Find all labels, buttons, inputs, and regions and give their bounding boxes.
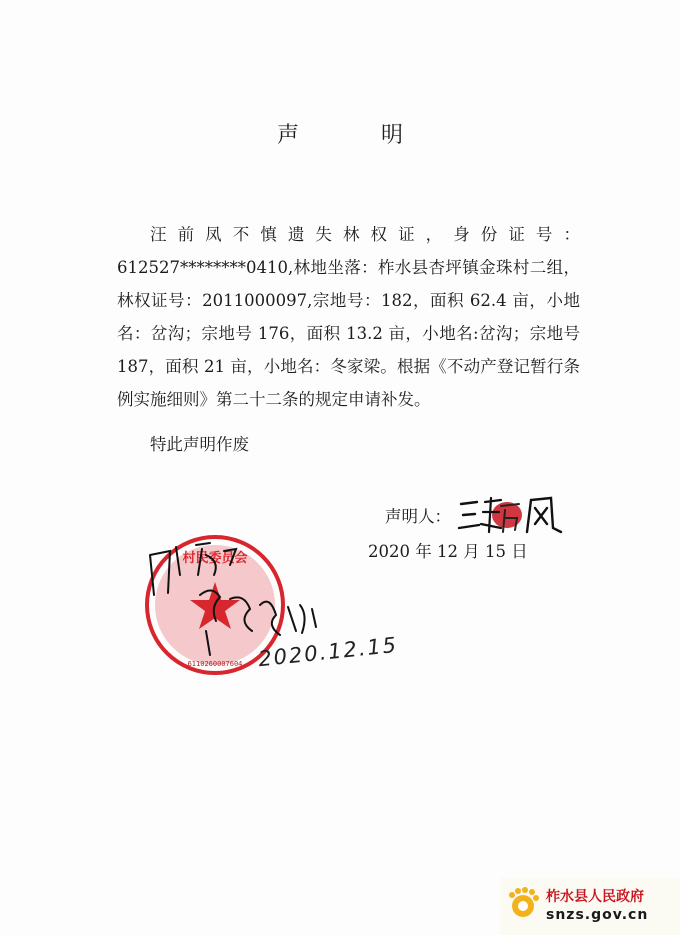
document-title: 声 明 bbox=[276, 123, 433, 148]
site-url: snzs.gov.cn bbox=[546, 907, 649, 923]
void-statement: 特此声明作废 bbox=[150, 435, 249, 454]
site-name: 柞水县人民政府 bbox=[546, 889, 644, 905]
statement-body bbox=[117, 218, 580, 416]
site-logo-icon bbox=[506, 886, 540, 920]
site-watermark bbox=[500, 878, 680, 935]
statement-date: 2020 年 12 月 15 日 bbox=[368, 542, 528, 561]
svg-text:6110260007604: 6110260007604 bbox=[187, 660, 243, 668]
signature-image bbox=[455, 488, 565, 538]
svg-text:村民委员会: 村民委员会 bbox=[182, 551, 248, 566]
statement-paragraph: 汪前凤不慎遗失林权证，身份证号：612527********0410,林地坐落：柞水县杏坪镇金珠村二组，林权证号：2011000097,宗地号：182，面积 62.4 亩，小地名：岔沟；宗地号 176，面积 13.2 亩，小地名:岔沟；宗地号 187，面积 21 亩，小地名：冬家梁。根据《不动产登记暂行条例实施细则》第二十二条的规定申请补发。 bbox=[117, 225, 580, 409]
handwritten-date: 2020.12.15 bbox=[257, 632, 400, 672]
declarant-label: 声明人： bbox=[385, 507, 451, 526]
